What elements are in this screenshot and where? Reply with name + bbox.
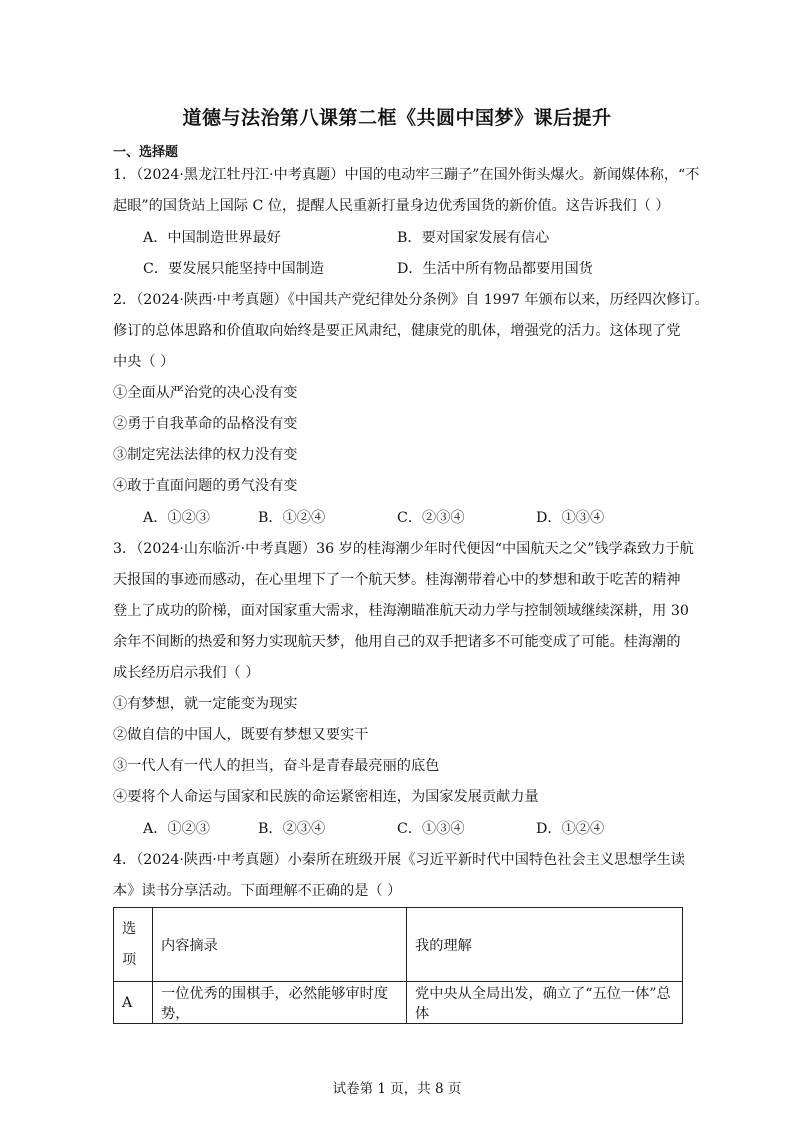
q3-item-1: ①有梦想，就一定能变为现实: [113, 696, 298, 712]
table-header-row: [114, 908, 683, 982]
q1-option-c: C．要发展只能坚持中国制造: [143, 261, 325, 277]
table-row: [114, 982, 683, 1024]
q1-option-d: D．生活中所有物品都要用国货: [397, 261, 593, 277]
table-cell-option: A: [114, 982, 153, 1024]
q1-line-2: 起眼”的国货站上国际 C 位，提醒人民重新打量身边优秀国货的新价值。这告诉我们（ ）: [113, 198, 670, 214]
q1-line-1: 1．（2024·黑龙江牡丹江·中考真题）中国的电动牢三蹦子”在国外街头爆火。新闻媒体称，“不: [113, 167, 700, 183]
q3-line-3: 登上了成功的阶梯，面对国家重大需求，桂海潮瞄准航天动力学与控制领域继续深耕，用 30: [113, 603, 689, 619]
page-title: 道德与法治第八课第二框《共圆中国梦》课后提升: [182, 107, 612, 129]
section-heading: 一、选择题: [113, 145, 179, 160]
table-header-option: 选项: [114, 908, 153, 982]
q2-option-a: A．①②③: [143, 510, 210, 526]
q2-line-1: 2．（2024·陕西·中考真题）《中国共产党纪律处分条例》自 1997 年颁布以来，历经四次修订。: [113, 292, 709, 308]
q2-option-c: C．②③④: [397, 510, 465, 526]
page-footer: 试卷第 1 页，共 8 页: [332, 1081, 462, 1097]
q1-option-a: A．中国制造世界最好: [143, 230, 281, 246]
q4-line-1: 4．（2024·陕西·中考真题）小秦所在班级开展《习近平新时代中国特色社会主义思想学生读: [113, 852, 685, 868]
table-cell-content: 一位优秀的围棋手，必然能够审时度势，: [153, 982, 407, 1024]
table-cell-understanding: 党中央从全局出发，确立了“五位一体”总体: [407, 982, 683, 1024]
q3-item-4: ④要将个人命运与国家和民族的命运紧密相连，为国家发展贡献力量: [113, 789, 539, 805]
q3-line-2: 天报国的事迹而感动，在心里埋下了一个航天梦。桂海潮带着心中的梦想和敢于吃苦的精神: [113, 572, 681, 588]
q2-item-2: ②勇于自我革命的品格没有变: [113, 416, 298, 432]
q2-option-b: B．①②④: [258, 510, 326, 526]
q4-line-2: 本》读书分享活动。下面理解不正确的是（ ）: [113, 883, 402, 899]
q3-option-c: C．①③④: [397, 821, 465, 837]
table-header-content: 内容摘录: [153, 908, 407, 982]
q3-item-3: ③一代人有一代人的担当，奋斗是青春最亮丽的底色: [113, 758, 440, 774]
q3-line-5: 成长经历启示我们（ ）: [113, 665, 260, 681]
q3-option-a: A．①②③: [143, 821, 210, 837]
q2-line-3: 中央（ ）: [113, 354, 175, 370]
q3-line-1: 3．（2024·山东临沂·中考真题）36 岁的桂海潮少年时代便因“中国航天之父”钱学森致力于航: [113, 541, 694, 557]
q4-table: [113, 907, 683, 1024]
q2-item-1: ①全面从严治党的决心没有变: [113, 385, 298, 401]
q2-item-4: ④敢于直面问题的勇气没有变: [113, 478, 298, 494]
q3-option-b: B．②③④: [258, 821, 326, 837]
q2-item-3: ③制定宪法法律的权力没有变: [113, 447, 298, 463]
q3-line-4: 余年不间断的热爱和努力实现航天梦，他用自己的双手把诸多不可能变成了可能。桂海潮的: [113, 634, 681, 650]
q3-option-d: D．①②④: [536, 821, 605, 837]
q2-line-2: 修订的总体思路和价值取向始终是要正风肃纪，健康党的肌体，增强党的活力。这体现了党: [113, 323, 681, 339]
q1-option-b: B．要对国家发展有信心: [397, 230, 550, 246]
table-header-understanding: 我的理解: [407, 908, 683, 982]
q2-option-d: D．①③④: [536, 510, 605, 526]
q3-item-2: ②做自信的中国人，既要有梦想又要实干: [113, 727, 369, 743]
